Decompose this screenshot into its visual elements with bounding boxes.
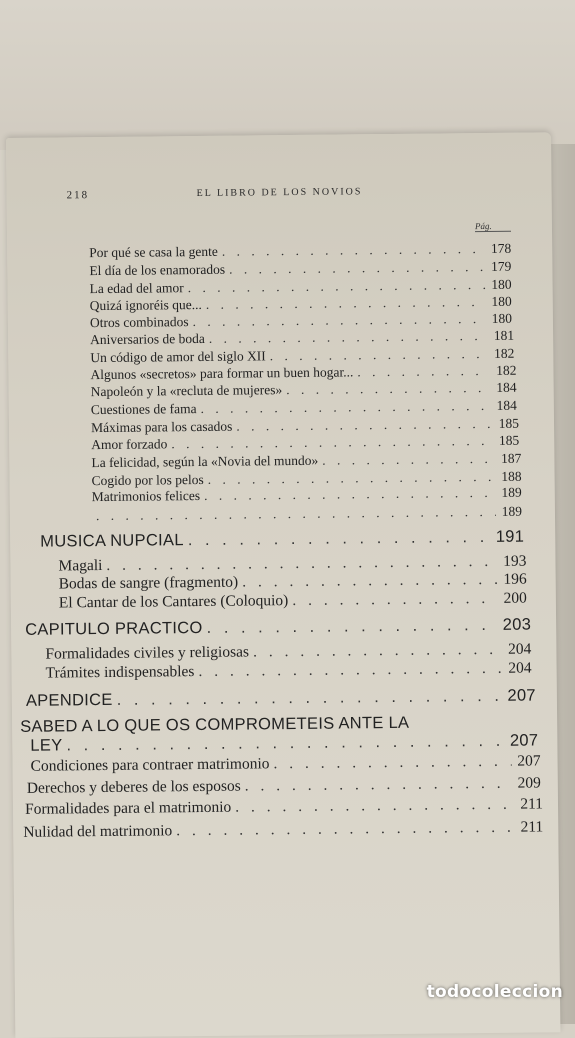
page-header [67, 185, 527, 190]
toc-entry-page: 207 [501, 686, 536, 705]
table-background [0, 0, 575, 150]
dot-leader [188, 311, 485, 330]
toc-entry-title: La edad del amor [90, 280, 184, 297]
toc-entry-title: Condiciones para contraer matrimonio [30, 755, 269, 776]
dot-leader [282, 380, 490, 398]
pag-underline [475, 231, 511, 232]
toc-entry-title: La felicidad, según la «Novia del mundo» [91, 453, 318, 471]
page-number: 218 [67, 189, 90, 201]
toc-entry [40, 528, 524, 552]
toc-entry-title: APENDICE [26, 691, 113, 711]
toc-entry [30, 752, 540, 775]
toc-entry-page: 184 [490, 398, 516, 414]
toc-entry-page: 188 [495, 469, 521, 485]
toc-entry [25, 616, 531, 640]
toc-entry [30, 731, 538, 755]
toc-entry-title: Por qué se casa la gente [89, 244, 218, 261]
toc-entry-page: 204 [502, 641, 531, 659]
toc-entry-title: Magali [58, 557, 102, 575]
dot-leader [202, 294, 486, 313]
toc-entry-page: 182 [488, 346, 514, 362]
toc-entry-title: Trámites indispensables [46, 663, 195, 683]
dot-leader [318, 451, 495, 469]
toc-entry [91, 433, 519, 453]
toc-entry-title: Formalidades civiles y religiosas [45, 643, 249, 663]
toc-entry-title: Cogido por los pelos [92, 472, 204, 489]
toc-entry-page: 196 [497, 571, 526, 589]
toc-entry [90, 328, 514, 348]
dot-leader [167, 433, 493, 452]
running-title: EL LIBRO DE LOS NOVIOS [197, 186, 363, 199]
dot-leader [184, 528, 490, 550]
toc-entry-page: 185 [493, 416, 519, 432]
toc-entry-page: 178 [485, 241, 511, 257]
dot-leader [266, 346, 488, 364]
toc-entry-title: Un código de amor del siglo XII [90, 348, 266, 366]
toc-entry [25, 795, 543, 818]
dot-leader [218, 241, 485, 260]
dot-leader [205, 328, 488, 347]
toc-entry-title: CAPITULO PRACTICO [25, 619, 203, 640]
dot-leader [194, 660, 502, 681]
dot-leader [238, 571, 497, 592]
toc-entry-page: 180 [485, 277, 511, 293]
dot-leader [249, 641, 502, 662]
toc-entry-page: 182 [490, 363, 516, 379]
toc-entry-title: El Cantar de los Cantares (Coloquio) [59, 592, 289, 612]
toc-entry [92, 485, 522, 506]
toc-entry-page: 211 [514, 795, 543, 813]
dot-leader [225, 259, 485, 278]
toc-entry [89, 241, 511, 261]
toc-entry-title: Formalidades para el matrimonio [25, 799, 231, 819]
dot-leader [200, 485, 496, 504]
toc-entry-page: 193 [497, 553, 526, 571]
toc-entry [91, 451, 521, 472]
toc-entry-title: Amor forzado [91, 436, 167, 453]
toc-entry-title: Cuestiones de fama [91, 401, 197, 418]
dot-leader [232, 416, 493, 435]
toc-entry-title: Matrimonios felices [92, 488, 201, 505]
dot-leader [203, 616, 497, 638]
toc-entry [27, 774, 541, 797]
toc-entry-page: 180 [486, 311, 512, 327]
toc-entry [23, 818, 543, 841]
dot-leader [196, 398, 490, 417]
toc-entry-page: 187 [495, 451, 521, 467]
toc-entry-page: 207 [504, 731, 539, 750]
dot-leader [269, 753, 511, 774]
toc-entry [92, 504, 522, 525]
dot-leader [231, 796, 514, 817]
dot-leader [353, 363, 490, 380]
toc-entry-page: 209 [511, 774, 540, 792]
toc-entry-title: Bodas de sangre (fragmento) [59, 574, 239, 594]
toc-entry-page: 189 [495, 485, 521, 501]
toc-entry-page: 203 [497, 616, 532, 635]
dot-leader [113, 687, 502, 710]
toc-entry-page: 191 [490, 528, 525, 547]
toc-entry-page: 185 [493, 433, 519, 449]
toc-entry [89, 259, 511, 279]
toc-entry-page: 179 [485, 259, 511, 275]
toc-entry-title: El día de los enamorados [89, 262, 225, 279]
toc-entry-page: 184 [490, 380, 516, 396]
dot-leader [241, 775, 512, 796]
toc-entry [91, 398, 517, 418]
toc-entry-title: Derechos y deberes de los esposos [27, 778, 241, 798]
toc-entry-title: Máximas para los casados [91, 419, 233, 436]
toc-entry-title: Quizá ignoréis que... [90, 297, 202, 314]
toc-entry-page: 189 [496, 504, 522, 520]
toc-entry [26, 686, 536, 710]
toc-entry-page: 180 [485, 294, 511, 310]
toc-entry-title: Aniversarios de boda [90, 331, 205, 348]
toc-entry-title: Otros combinados [90, 314, 189, 331]
toc-entry-page: 207 [511, 752, 540, 770]
toc-entry-page: 211 [514, 818, 543, 836]
toc-entry-title: MUSICA NUPCIAL [40, 531, 184, 552]
dot-leader [172, 819, 515, 841]
dot-leader [62, 732, 504, 756]
pag-label: Pág. [475, 221, 492, 231]
book-page [6, 132, 560, 1038]
dot-leader [288, 590, 497, 610]
toc-entry-title: Napoleón y la «recluta de mujeres» [91, 382, 283, 400]
toc-entry-page: 204 [502, 660, 531, 678]
dot-leader [92, 504, 496, 524]
toc-entry-title: Algunos «secretos» para formar un buen hogar... [90, 364, 353, 383]
toc-entry-page: 200 [498, 590, 527, 608]
watermark-logo: todocoleccion [427, 982, 563, 1002]
toc-entry [59, 590, 527, 613]
toc-entry-page: 181 [488, 328, 514, 344]
dot-leader [184, 277, 486, 296]
toc-entry-title: LEY [30, 736, 62, 755]
toc-entry-title: Nulidad del matrimonio [23, 822, 172, 842]
toc-entry [91, 380, 517, 400]
toc-entry [46, 660, 532, 683]
toc-entry-title: SABED A LO QUE OS COMPROMETEIS ANTE LA [20, 714, 409, 737]
